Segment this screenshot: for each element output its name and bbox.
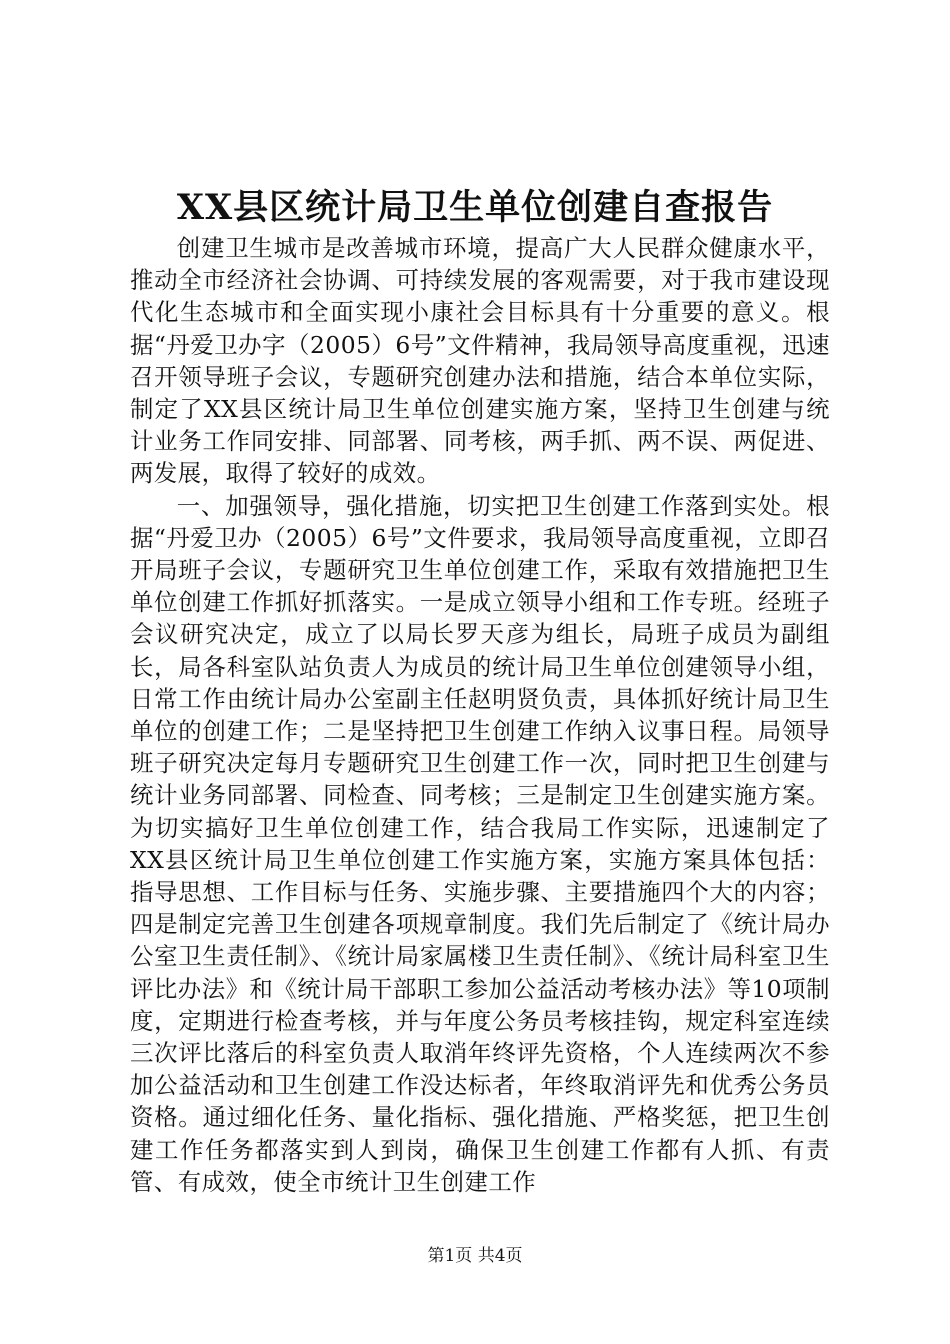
paragraph-section-one: 一、加强领导，强化措施，切实把卫生创建工作落到实处。根据“丹爱卫办（2005）6号”文件要求，我局领导高度重视，立即召开局班子会议，专题研究卫生单位创建工作，采取有效措施把卫生单位创建工作抓好抓落实。一是成立领导小组和工作专班。经班子会议研究决定，成立了以局长罗天彦为组长，局班子成员为副组长，局各科室队站负责人为成员的统计局卫生单位创建领导小组，日常工作由统计局办公室副主任赵明贤负责，具体抓好统计局卫生单位的创建工作；二是坚持把卫生创建工作纳入议事日程。局领导班子研究决定每月专题研究卫生创建工作一次，同时把卫生创建与统计业务同部署、同检查、同考核；三是制定卫生创建实施方案。为切实搞好卫生单位创建工作，结合我局工作实际，迅速制定了XX县区统计局卫生单位创建工作实施方案，实施方案具体包括：指导思想、工作目标与任务、实施步骤、主要措施四个大的内容；四是制定完善卫生创建各项规章制度。我们先后制定了《统计局办公室卫生责任制》、《统计局家属楼卫生责任制》、《统计局科室卫生评比办法》和《统计局干部职工参加公益活动考核办法》等10项制度，定期进行检查考核，并与年度公务员考核挂钩，规定科室连续三次评比落后的科室负责人取消年终评先资格，个人连续两次不参加公益活动和卫生创建工作没达标者，年终取消评先和优秀公务员资格。通过细化任务、量化指标、强化措施、严格奖惩，把卫生创建工作任务都落实到人到岗，确保卫生创建工作都有人抓、有责管、有成效，使全市统计卫生创建工作 xyxy=(130,491,830,1196)
page-number-footer: 第1页 共4页 xyxy=(427,1246,523,1266)
document-body xyxy=(130,232,830,1198)
document-title: XX县区统计局卫生单位创建自查报告 xyxy=(176,187,774,228)
paragraph-intro: 创建卫生城市是改善城市环境，提高广大人民群众健康水平，推动全市经济社会协调、可持续发展的客观需要，对于我市建设现代化生态城市和全面实现小康社会目标具有十分重要的意义。根据“丹爱卫办字（2005）6号”文件精神，我局领导高度重视，迅速召开领导班子会议，专题研究创建办法和措施，结合本单位实际，制定了XX县区统计局卫生单位创建实施方案，坚持卫生创建与统计业务工作同安排、同部署、同考核，两手抓、两不误、两促进、两发展，取得了较好的成效。 xyxy=(130,234,830,488)
